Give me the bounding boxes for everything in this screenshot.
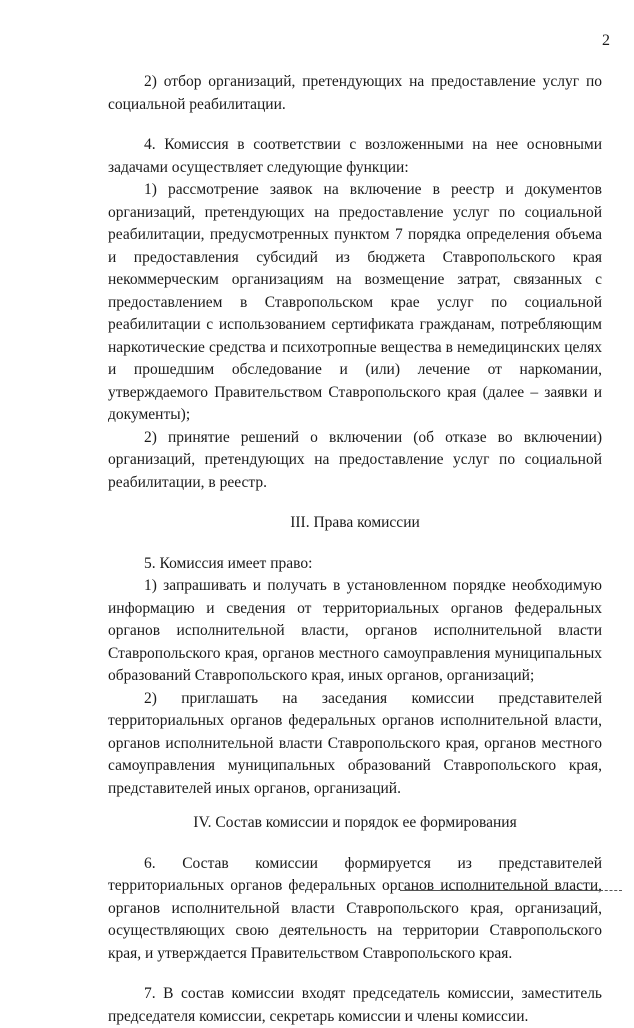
paragraph-commission-functions: 4. Комиссия в соответствии с возложенными на нее основными задачами осуществляет следующие функции:: [108, 136, 602, 176]
document-body: [108, 71, 602, 1028]
paragraph-review-applications: 1) рассмотрение заявок на включение в реестр и документов организаций, претендующих на предоставление услуг по социальной реабилитации, предусмотренных пунктом 7 порядка определения объема и предоставления субсидий из бюджета Ставропольского края некоммерческим организациям на возмещение затрат, связанных с предоставлением в Ставропольском крае услуг по социальной реабилитации с использованием сертификата гражданам, потребляющим наркотические средства и психотропные вещества в немедицинских целях и прошедшим обследование и (или) лечение от наркомании, утверждаемого Правительством Ставропольского края (далее – заявки и документы);: [108, 181, 602, 423]
page-number: 2: [602, 32, 610, 49]
paragraph-commission-members: 7. В состав комиссии входят председатель комиссии, заместитель председателя комиссии, секретарь комиссии и члены комиссии.: [108, 985, 602, 1025]
paragraph-composition-formation: 6. Состав комиссии формируется из представителей территориальных органов федеральных органов исполнительной власти, органов исполнительной власти Ставропольского края, организаций, осуществляющих свою деятельность на территории Ставропольского края, и утверждается Правительством Ставропольского края.: [108, 854, 602, 962]
paragraph-selection-of-organizations: 2) отбор организаций, претендующих на предоставление услуг по социальной реабилитации.: [108, 73, 602, 113]
footer-rule: [400, 890, 600, 891]
footer-dash: [600, 890, 622, 891]
paragraph-commission-rights: 5. Комиссия имеет право:: [144, 554, 313, 572]
paragraph-invite-representatives: 2) приглашать на заседания комиссии представителей территориальных органов федеральных органов исполнительной власти, органов исполнительной власти Ставропольского края, органов местного самоуправления муниципальных образований Ставропольского края, представителей иных органов, организаций.: [108, 689, 602, 797]
paragraph-inclusion-decisions: 2) принятие решений о включении (об отказе во включении) организаций, претендующих на предоставление услуг по социальной реабилитации, в реестр.: [108, 428, 602, 491]
paragraph-request-information: 1) запрашивать и получать в установленном порядке необходимую информацию и сведения от территориальных органов федеральных органов исполнительной власти, органов исполнительной власти Ставропольского края, органов местного самоуправления муниципальных образований Ставропольского края, иных органов, организаций;: [108, 577, 602, 684]
section-heading-rights: III. Права комиссии: [290, 514, 420, 531]
section-heading-composition: IV. Состав комиссии и порядок ее формирования: [193, 814, 517, 831]
